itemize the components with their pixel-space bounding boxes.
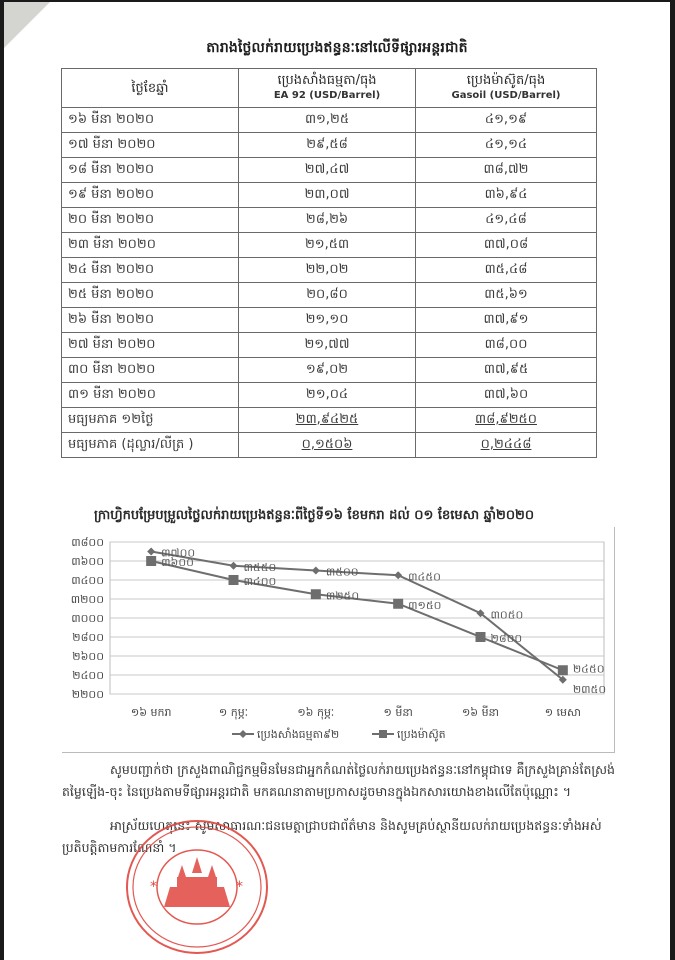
document-title: តារាងថ្លៃលក់រាយប្រេងឥន្ធនៈនៅលើទីផ្សារអន្តរជាតិ (206, 40, 468, 56)
table-row (62, 333, 597, 358)
data-label: ៣០៥០ (490, 608, 524, 622)
data-label: ៣១៥០ (408, 598, 442, 612)
gasoil-price-cell: ៣៧,៩១ (416, 308, 597, 333)
date-cell: ២៧ មីនា ២០២០ (62, 333, 239, 358)
table-row (62, 283, 597, 308)
ea92-price-cell: ២១,៥៣ (239, 233, 416, 258)
y-tick-label: ៣៨០០ (71, 536, 104, 549)
ea92-price-cell: ២១,១០ (239, 308, 416, 333)
ea92-price-cell: ២៨,២៦ (239, 208, 416, 233)
date-cell: ២៥ មីនា ២០២០ (62, 283, 239, 308)
data-label: ៣៤០០ (243, 575, 277, 588)
gasoil-price-cell: ៣៧,៩៥ (416, 358, 597, 383)
y-tick-label: ២២០០ (71, 688, 104, 701)
summary-row (62, 433, 597, 458)
header-gasoil: ប្រេងម៉ាស៊ូត/ធុង Gasoil (USD/Barrel) (416, 69, 597, 108)
data-label: ៣៥៥០ (243, 560, 277, 574)
ministry-seal-stamp (122, 817, 272, 957)
notice-paragraph-2: អាស្រ័យហេតុនេះ សូមសាធារណៈជនមេត្តាជ្រាបជាព័ត៌មាន និងសូមគ្រប់ស្ថានីយលក់រាយប្រេងឥន្ធនៈទាំងអស់ ប្រតិបត្តិតាមការណែនាំ ។ (62, 818, 602, 855)
seal-star-right: * (236, 879, 243, 895)
gasoil-price-cell: ៣៥,៤៨ (416, 258, 597, 283)
table-row (62, 108, 597, 133)
ea92-price-cell: ១៩,០២ (239, 358, 416, 383)
legend-square-icon (379, 730, 387, 738)
ea92-price-cell: ២៩,៥៨ (239, 133, 416, 158)
table-row (62, 133, 597, 158)
document-page (4, 2, 670, 960)
table-row (62, 158, 597, 183)
summary-row (62, 408, 597, 433)
date-cell: ១៦ មីនា ២០២០ (62, 108, 239, 133)
table-row (62, 308, 597, 333)
table-row (62, 183, 597, 208)
data-label: ២៣៥០ (572, 682, 607, 696)
header-date: ថ្ងៃខែឆ្នាំ (62, 69, 239, 108)
date-cell: ៣០ មីនា ២០២០ (62, 358, 239, 383)
summary-label: មធ្យមភាគ (ដុល្លារ/លីត្រ ) (62, 433, 239, 458)
table-row (62, 208, 597, 233)
table-row (62, 258, 597, 283)
gasoil-data-point (229, 575, 239, 585)
table-row (62, 383, 597, 408)
chart-svg (62, 527, 614, 752)
ea92-price-cell: ២០,៨០ (239, 283, 416, 308)
gasoil-price-cell: ៣៨,៧២ (416, 158, 597, 183)
y-tick-label: ២៨០០ (72, 631, 104, 644)
y-tick-label: ២៦០០ (72, 650, 104, 663)
y-tick-label: ៣២០០ (70, 593, 104, 606)
date-cell: ២៦ មីនា ២០២០ (62, 308, 239, 333)
gasoil-price-cell: ៤១,៤៨ (416, 208, 597, 233)
gasoil-average-cell: ០,២៤៤៨ (416, 433, 597, 458)
date-cell: ៣១ មីនា ២០២០ (62, 383, 239, 408)
ea92-data-point (230, 562, 238, 570)
price-table (61, 68, 597, 458)
gasoil-data-point (311, 589, 321, 599)
ea92-price-cell: ២១,៧៧ (239, 333, 416, 358)
data-label: ៣២៥០ (325, 589, 360, 603)
data-label: ២៤៥០ (572, 662, 605, 676)
gasoil-price-cell: ៣៨,០០ (416, 333, 597, 358)
x-tick-label: ១ មេសា (544, 706, 581, 719)
summary-label: មធ្យមភាគ ១២ថ្ងៃ (62, 408, 239, 433)
gasoil-data-point (558, 665, 568, 675)
data-label: ៣៥០០ (325, 565, 359, 579)
date-cell: ២៤ មីនា ២០២០ (62, 258, 239, 283)
notice-paragraph-1: សូមបញ្ជាក់ថា ក្រសួងពាណិជ្ជកម្មមិនមែនជាអ្នកកំណត់ថ្លៃលក់រាយប្រេងឥន្ធនៈនៅកម្ពុជាទេ គឺក្រសួងគ្រាន់តែស្រង់តម្លៃឡើង-ចុះ នៃប្រេងតាមទីផ្សារអន្តរជាតិ មកគណនាតាមប្រកាសដូចមានក្នុងឯកសារយោងខាងលើតែប៉ុណ្ណោះ ។ (62, 762, 615, 799)
y-tick-label: ៣០០០ (71, 612, 104, 625)
header-ea92: ប្រេងសាំងធម្មតា/ធុង EA 92 (USD/Barrel) (239, 69, 416, 108)
data-label: ៣៤៥០ (408, 570, 441, 584)
gasoil-data-point (393, 599, 403, 609)
gasoil-price-cell: ៣៧,០៨ (416, 233, 597, 258)
ea92-price-cell: ២២,០២ (239, 258, 416, 283)
ea92-average-cell: ២៣,៩៤២៥ (239, 408, 416, 433)
ea92-data-point (312, 567, 320, 575)
ea92-data-point (394, 571, 402, 579)
gasoil-price-cell: ៣៥,៦១ (416, 283, 597, 308)
y-tick-label: ៣៦០០ (71, 555, 104, 568)
data-label: ៣៧០០ (161, 546, 196, 560)
x-tick-label: ១៦ កុម្ភៈ (297, 706, 335, 719)
data-label: ២៨០០ (490, 632, 523, 645)
ea92-price-cell: ២១,០៤ (239, 383, 416, 408)
gasoil-price-cell: ៤១,១៤ (416, 133, 597, 158)
angkor-temple-icon (164, 857, 230, 907)
gasoil-price-cell: ៤១,១៩ (416, 108, 597, 133)
x-tick-label: ១ មីនា (383, 706, 413, 719)
legend-label: ប្រេងម៉ាស៊ូត (397, 728, 446, 741)
gasoil-price-cell: ៣៦,៩៤ (416, 183, 597, 208)
table-row (62, 233, 597, 258)
gasoil-average-cell: ៣៨,៩២៥០ (416, 408, 597, 433)
table-row (62, 358, 597, 383)
date-cell: ១៧ មីនា ២០២០ (62, 133, 239, 158)
ea92-price-cell: ៣១,២៥ (239, 108, 416, 133)
date-cell: ១៨ មីនា ២០២០ (62, 158, 239, 183)
date-cell: ១៩ មីនា ២០២០ (62, 183, 239, 208)
gasoil-data-point (146, 556, 156, 566)
ea92-price-cell: ២៣,០៧ (239, 183, 416, 208)
ea92-average-cell: ០,១៥០៦ (239, 433, 416, 458)
x-tick-label: ១ កុម្ភៈ (218, 706, 249, 719)
data-label: ៣៦០០ (161, 556, 194, 569)
date-cell: ២៣ មីនា ២០២០ (62, 233, 239, 258)
table-header-row (62, 69, 597, 108)
x-tick-label: ១៦ មករា (130, 706, 172, 719)
date-cell: ២០ មីនា ២០២០ (62, 208, 239, 233)
gasoil-data-point (476, 632, 486, 642)
chart-title: ក្រាហ្វិកបម្រែបម្រួលថ្លៃលក់រាយប្រេងឥន្ធនៈពីថ្ងៃទី១៦ ខែមករា ដល់ ០១ ខែមេសា ឆ្នាំ២០២០ (94, 508, 535, 523)
gasoil-price-cell: ៣៧,៦០ (416, 383, 597, 408)
legend-diamond-icon (239, 730, 247, 738)
ea92-data-point (147, 548, 155, 556)
x-tick-label: ១៦ មីនា (461, 706, 500, 719)
price-chart (62, 527, 615, 753)
legend-label: ប្រេងសាំងធម្មតា៩២ (257, 728, 340, 741)
ea92-price-cell: ២៧,៤៧ (239, 158, 416, 183)
seal-star-left: * (150, 879, 157, 895)
y-tick-label: ៣៤០០ (71, 574, 104, 587)
y-tick-label: ២៤០០ (72, 669, 104, 682)
